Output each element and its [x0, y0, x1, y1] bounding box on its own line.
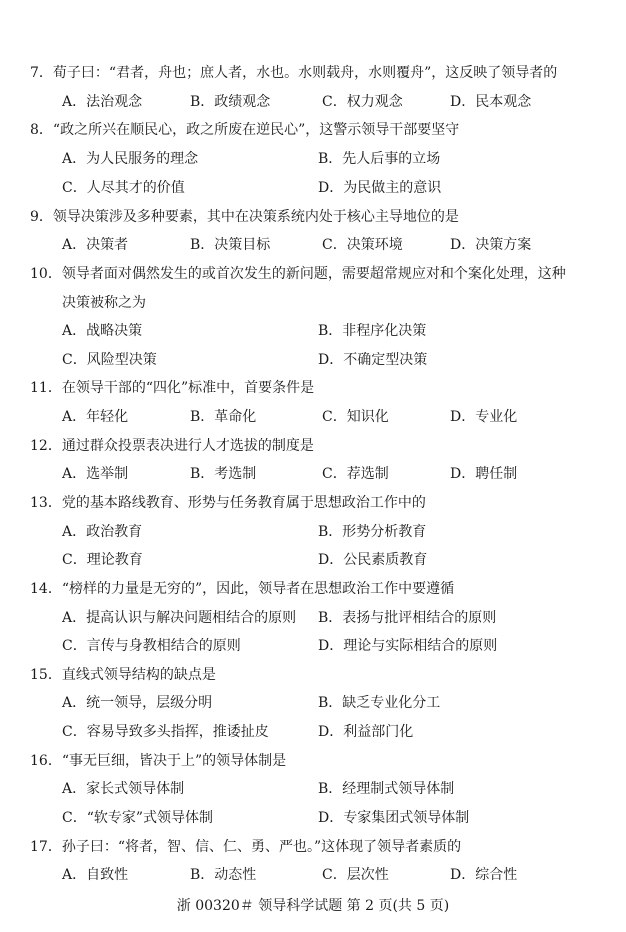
question-7-option-b: B．政绩观念 — [190, 94, 271, 110]
question-8-stem: 8．“政之所兴在顺民心，政之所废在逆民心”，这警示领导干部要坚守 — [30, 122, 460, 138]
page-footer: 浙 00320＃ 领导科学试题 第 2 页(共 5 页) — [176, 898, 450, 914]
question-7-option-a: A．法治观念 — [62, 94, 143, 110]
question-9-option-c: C．决策环境 — [322, 237, 403, 253]
question-11-stem: 11．在领导干部的“四化”标准中，首要条件是 — [30, 380, 315, 396]
question-11-option-c: C．知识化 — [322, 409, 389, 425]
question-7-option-d: D．民本观念 — [450, 94, 532, 110]
question-12-stem: 12．通过群众投票表决进行人才选拔的制度是 — [30, 438, 314, 454]
question-13-option-d: D．公民素质教育 — [318, 552, 428, 568]
question-7-option-c: C．权力观念 — [322, 94, 403, 110]
question-9-option-d: D．决策方案 — [450, 237, 532, 253]
question-10-stem-continued: 决策被称之为 — [62, 295, 146, 311]
question-8-option-d: D．为民做主的意识 — [318, 180, 442, 196]
question-15-stem: 15．直线式领导结构的缺点是 — [30, 667, 216, 683]
question-17-option-b: B．动态性 — [190, 867, 257, 883]
question-15-option-b: B．缺乏专业化分工 — [318, 695, 441, 711]
question-13-stem: 13．党的基本路线教育、形势与任务教育属于思想政治工作中的 — [30, 495, 426, 511]
question-14-option-a: A．提高认识与解决问题相结合的原则 — [62, 610, 297, 626]
question-15-option-c: C．容易导致多头指挥，推诿扯皮 — [62, 724, 269, 740]
question-11-option-d: D．专业化 — [450, 409, 518, 425]
question-17-stem: 17．孙子曰：“将者，智、信、仁、勇、严也。”这体现了领导者素质的 — [30, 839, 462, 855]
question-7-stem: 7．荀子曰：“君者，舟也；庶人者，水也。水则载舟，水则覆舟”，这反映了领导者的 — [30, 65, 558, 81]
question-12-option-b: B．考选制 — [190, 466, 257, 482]
question-10-option-d: D．不确定型决策 — [318, 352, 428, 368]
question-16-option-c: C．“软专家”式领导体制 — [62, 810, 214, 826]
question-9-stem: 9．领导决策涉及多种要素，其中在决策系统内处于核心主导地位的是 — [30, 209, 459, 225]
question-15-option-a: A．统一领导，层级分明 — [62, 695, 213, 711]
question-10-option-b: B．非程序化决策 — [318, 323, 427, 339]
question-16-option-a: A．家长式领导体制 — [62, 781, 185, 797]
question-8-option-b: B．先人后事的立场 — [318, 151, 441, 167]
question-13-option-a: A．政治教育 — [62, 524, 143, 540]
question-10-option-c: C．风险型决策 — [62, 352, 157, 368]
question-15-option-d: D．利益部门化 — [318, 724, 414, 740]
question-16-stem: 16．“事无巨细，皆决于上”的领导体制是 — [30, 753, 287, 769]
question-16-option-b: B．经理制式领导体制 — [318, 781, 455, 797]
question-14-option-b: B．表扬与批评相结合的原则 — [318, 610, 497, 626]
question-13-option-b: B．形势分析教育 — [318, 524, 427, 540]
question-12-option-d: D．聘任制 — [450, 466, 518, 482]
question-17-option-c: C．层次性 — [322, 867, 389, 883]
question-8-option-c: C．人尽其才的价值 — [62, 180, 185, 196]
question-12-option-c: C．荐选制 — [322, 466, 389, 482]
question-14-option-c: C．言传与身教相结合的原则 — [62, 638, 241, 654]
question-16-option-d: D．专家集团式领导体制 — [318, 810, 470, 826]
question-11-option-b: B．革命化 — [190, 409, 257, 425]
question-12-option-a: A．选举制 — [62, 466, 129, 482]
question-10-stem: 10．领导者面对偶然发生的或首次发生的新问题，需要超常规应对和个案化处理，这种 — [30, 266, 566, 282]
question-9-option-b: B．决策目标 — [190, 237, 271, 253]
question-9-option-a: A．决策者 — [62, 237, 129, 253]
question-17-option-d: D．综合性 — [450, 867, 518, 883]
question-10-option-a: A．战略决策 — [62, 323, 143, 339]
question-8-option-a: A．为人民服务的理念 — [62, 151, 199, 167]
question-14-stem: 14．“榜样的力量是无穷的”，因此，领导者在思想政治工作中要遵循 — [30, 581, 455, 597]
question-17-option-a: A．自致性 — [62, 867, 129, 883]
question-11-option-a: A．年轻化 — [62, 409, 129, 425]
question-13-option-c: C．理论教育 — [62, 552, 143, 568]
question-14-option-d: D．理论与实际相结合的原则 — [318, 638, 498, 654]
